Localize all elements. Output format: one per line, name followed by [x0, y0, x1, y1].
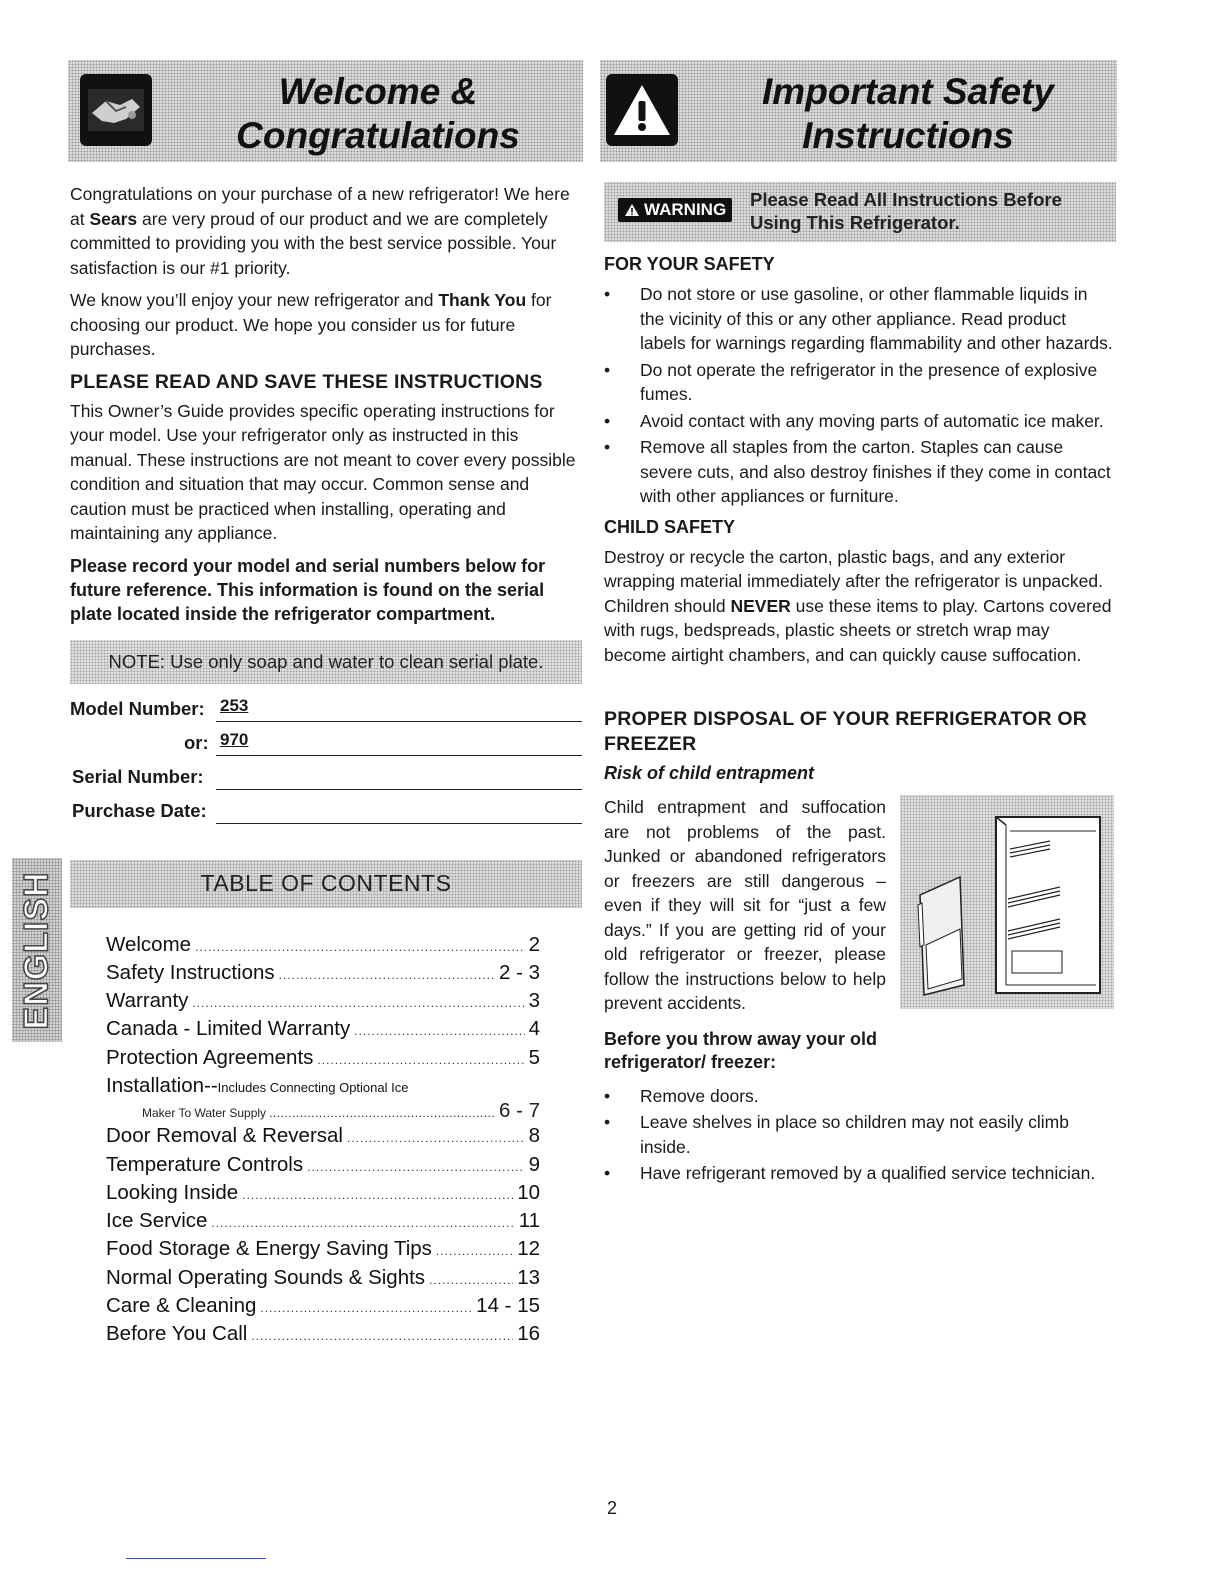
toc-entry: Normal Operating Sounds & Sights ..... 13 — [106, 1265, 540, 1293]
list-item: • Do not operate the refrigerator in the presence of explosive fumes. — [604, 358, 1116, 407]
warning-badge: WARNING — [618, 198, 732, 222]
toc-entry: Canada - Limited Warranty ..... 4 — [106, 1016, 540, 1044]
toc-entry: Door Removal & Reversal ..... 8 — [106, 1123, 540, 1151]
list-item: • Remove doors. — [604, 1084, 1116, 1109]
child-safety-heading: CHILD SAFETY — [604, 516, 736, 537]
safety-title: Important Safety Instructions — [762, 71, 1054, 156]
toc-entry: Food Storage & Energy Saving Tips ..... 12 — [106, 1236, 540, 1264]
model-number-line — [216, 721, 582, 722]
warning-triangle-icon — [606, 74, 678, 146]
your-safety-heading: FOR YOUR SAFETY — [604, 254, 775, 274]
toc-entry: Welcome ..... 2 — [106, 932, 540, 960]
serial-number-line — [216, 789, 582, 790]
list-item: • Remove all staples from the carton. Staples can cause severe cuts, and also destroy finishes if they come in contact with other appliances or furniture. — [604, 435, 1116, 509]
child-safety-paragraph: Destroy or recycle the carton, plastic bags, and any exterior wrapping material immediately after the refrigerator is unpacked. Children should NEVER use these items to play. Cartons covered with rugs, bedspreads, plastic sheets or stretch wrap may become airtight chambers, and can quickly cause suffocation. — [604, 546, 1112, 665]
thank-you-paragraph: We know you’ll enjoy your new refrigerator and Thank You for choosing our product. We hope you consider us for future purchases. — [70, 290, 552, 359]
toc-entry: Care & Cleaning ..... 14 - 15 — [106, 1293, 540, 1321]
welcome-banner — [68, 60, 583, 162]
warning-banner — [604, 182, 1116, 242]
before-throw-heading: Before you throw away your old refrigerator/ freezer: — [604, 1028, 878, 1072]
alt-model-number-row — [70, 728, 582, 762]
list-item: • Do not store or use gasoline, or other flammable liquids in the vicinity of this or any other appliance. Read product labels for warnings regarding flammability and other hazards. — [604, 282, 1116, 356]
warning-text: Please Read All Instructions Before Using This Refrigerator. — [750, 189, 1062, 233]
toc-entry: Warranty ..... 3 — [106, 988, 540, 1016]
toc-entry: Looking Inside ..... 10 — [106, 1180, 540, 1208]
toc-entry: Safety Instructions ..... 2 - 3 — [106, 960, 540, 988]
warning-small-icon — [624, 203, 640, 217]
model-number-row — [70, 694, 582, 728]
save-instructions-heading: PLEASE READ AND SAVE THESE INSTRUCTIONS — [70, 370, 543, 393]
purchase-date-row — [70, 796, 582, 830]
table-of-contents — [70, 932, 540, 1350]
safety-banner — [600, 60, 1117, 162]
toc-entry: Protection Agreements ..... 5 — [106, 1045, 540, 1073]
your-safety-list — [604, 282, 1116, 509]
welcome-title: Welcome & Congratulations — [236, 71, 520, 156]
handshake-icon — [80, 74, 152, 146]
serial-plate-note: NOTE: Use only soap and water to clean serial plate. — [70, 640, 582, 684]
purchase-date-label: Purchase Date: — [72, 799, 207, 821]
language-tab: ENGLISH — [12, 858, 62, 1042]
owners-guide-paragraph: This Owner’s Guide provides specific operating instructions for your model. Use your refrigerator only as instructed in this manual. These instructions are not meant to cover every possible condition and situation that may occur. Common sense and caution must be practiced when installing, operating and maintaining any appliance. — [70, 400, 576, 543]
entrapment-section — [604, 795, 1116, 1016]
model-number-label: Model Number: — [70, 697, 205, 719]
left-column — [70, 182, 582, 1350]
alt-model-line — [216, 755, 582, 756]
toc-entry-installation: Installation-- Includes Connecting Optional Ice — [106, 1073, 409, 1097]
toc-entry: Temperature Controls ..... 9 — [106, 1152, 540, 1180]
alt-model-label: or: — [184, 731, 209, 753]
model-number-value: 253 — [220, 695, 249, 715]
toc-entry-installation-cont: Maker To Water Supply ..... 6 - 7 — [106, 1101, 540, 1123]
entrapment-paragraph: Child entrapment and suffocation are not problems of the past. Junked or abandoned refrigerators or freezers are still dangerous – even if they will sit for “just a few days.” If you are getting rid of your old refrigerator or freezer, please follow the instructions below to help prevent accidents. — [604, 797, 886, 1013]
list-item: • Leave shelves in place so children may not easily climb inside. — [604, 1110, 1116, 1159]
right-column — [604, 182, 1116, 1192]
footer-rule — [126, 1558, 266, 1559]
disposal-list — [604, 1084, 1116, 1186]
intro-paragraph: Congratulations on your purchase of a new refrigerator! We here at Sears are very proud of our product and we are completely committed to providing you with the best service possible. Your satisfaction is our #1 priority. — [70, 184, 570, 278]
purchase-date-line — [216, 823, 582, 824]
serial-number-row — [70, 762, 582, 796]
open-refrigerator-illustration — [900, 795, 1114, 1009]
list-item: • Avoid contact with any moving parts of automatic ice maker. — [604, 409, 1116, 434]
serial-number-label: Serial Number: — [72, 765, 204, 787]
toc-entry: Ice Service ..... 11 — [106, 1208, 540, 1236]
list-item: • Have refrigerant removed by a qualified service technician. — [604, 1161, 1116, 1186]
record-numbers-paragraph: Please record your model and serial numbers below for future reference. This information is found on the serial plate located inside the refrigerator compartment. — [70, 555, 546, 624]
toc-entry: Before You Call ..... 16 — [106, 1321, 540, 1349]
toc-heading: TABLE OF CONTENTS — [70, 860, 582, 908]
alt-model-value: 970 — [220, 729, 249, 749]
page-number: 2 — [606, 1498, 617, 1518]
disposal-heading: PROPER DISPOSAL OF YOUR REFRIGERATOR OR FREEZER — [604, 708, 1088, 755]
entrapment-subheading: Risk of child entrapment — [604, 763, 815, 783]
